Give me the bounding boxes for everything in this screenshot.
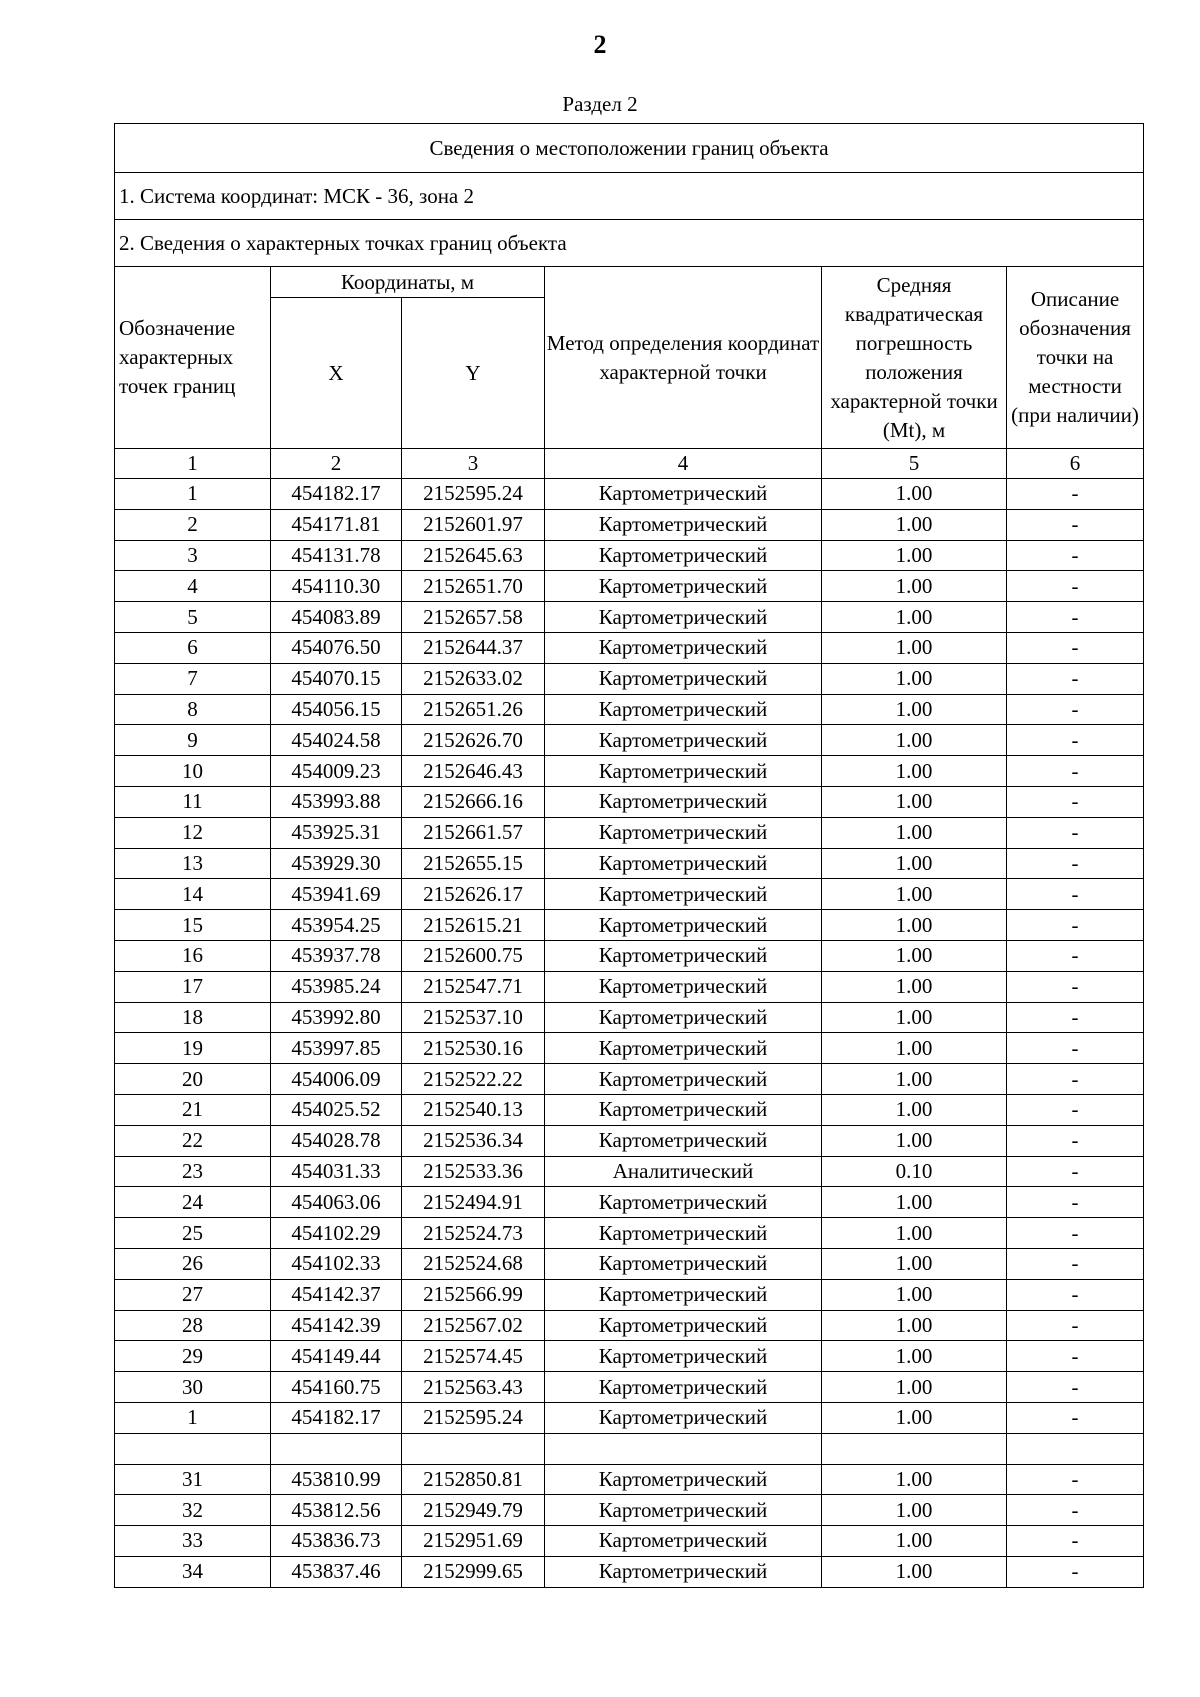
y-coordinate-cell: 2152563.43 (402, 1372, 545, 1403)
x-coordinate-cell: 454028.78 (271, 1125, 402, 1156)
table-row (115, 971, 1144, 1002)
table-row (115, 1187, 1144, 1218)
point-number-cell: 23 (115, 1156, 271, 1187)
table-row (115, 1310, 1144, 1341)
x-coordinate-cell: 454006.09 (271, 1064, 402, 1095)
x-coordinate-cell: 454070.15 (271, 663, 402, 694)
description-cell: - (1007, 602, 1144, 633)
x-coordinate-cell: 454110.30 (271, 571, 402, 602)
method-cell: Картометрический (545, 879, 822, 910)
table-row (115, 1248, 1144, 1279)
y-coordinate-cell: 2152615.21 (402, 910, 545, 941)
header-coordinates: Координаты, м (271, 267, 545, 298)
point-number-cell: 2 (115, 509, 271, 540)
method-cell: Аналитический (545, 1156, 822, 1187)
description-cell: - (1007, 1125, 1144, 1156)
y-coordinate-cell: 2152633.02 (402, 663, 545, 694)
table-row (115, 1064, 1144, 1095)
point-number-cell (115, 1433, 271, 1464)
method-cell: Картометрический (545, 1341, 822, 1372)
y-coordinate-cell: 2152655.15 (402, 848, 545, 879)
table-row (115, 756, 1144, 787)
x-coordinate-cell: 453837.46 (271, 1556, 402, 1587)
column-number: 3 (402, 449, 545, 479)
table-row (115, 879, 1144, 910)
description-cell: - (1007, 1556, 1144, 1587)
description-cell: - (1007, 725, 1144, 756)
header-description: Описание обозначения точки на местности (при наличии) (1007, 267, 1144, 449)
y-coordinate-cell: 2152951.69 (402, 1526, 545, 1557)
method-cell: Картометрический (545, 848, 822, 879)
table-row (115, 1495, 1144, 1526)
accuracy-cell: 1.00 (822, 1279, 1007, 1310)
accuracy-cell: 1.00 (822, 1526, 1007, 1557)
point-number-cell: 29 (115, 1341, 271, 1372)
accuracy-cell: 1.00 (822, 848, 1007, 879)
y-coordinate-cell: 2152566.99 (402, 1279, 545, 1310)
table-row (115, 1433, 1144, 1464)
header-method: Метод определения координат характерной точки (545, 267, 822, 449)
x-coordinate-cell: 454142.39 (271, 1310, 402, 1341)
method-cell: Картометрический (545, 910, 822, 941)
point-number-cell: 15 (115, 910, 271, 941)
point-number-cell: 33 (115, 1526, 271, 1557)
table-row (115, 1556, 1144, 1587)
point-number-cell: 7 (115, 663, 271, 694)
accuracy-cell: 0.10 (822, 1156, 1007, 1187)
table-row (115, 817, 1144, 848)
accuracy-cell: 1.00 (822, 571, 1007, 602)
description-cell: - (1007, 786, 1144, 817)
x-coordinate-cell: 454182.17 (271, 1402, 402, 1433)
coordinate-system: 1. Система координат: МСК - 36, зона 2 (115, 173, 1144, 220)
accuracy-cell: 1.00 (822, 910, 1007, 941)
accuracy-cell: 1.00 (822, 1556, 1007, 1587)
x-coordinate-cell: 454142.37 (271, 1279, 402, 1310)
table-row (115, 1464, 1144, 1495)
table-row (115, 1033, 1144, 1064)
point-number-cell: 22 (115, 1125, 271, 1156)
point-number-cell: 20 (115, 1064, 271, 1095)
description-cell: - (1007, 1464, 1144, 1495)
point-number-cell: 26 (115, 1248, 271, 1279)
method-cell: Картометрический (545, 571, 822, 602)
method-cell: Картометрический (545, 1094, 822, 1125)
y-coordinate-cell: 2152850.81 (402, 1464, 545, 1495)
description-cell: - (1007, 879, 1144, 910)
accuracy-cell: 1.00 (822, 1248, 1007, 1279)
x-coordinate-cell: 453929.30 (271, 848, 402, 879)
x-coordinate-cell: 454102.29 (271, 1218, 402, 1249)
method-cell: Картометрический (545, 1187, 822, 1218)
table-row (115, 1341, 1144, 1372)
description-cell: - (1007, 479, 1144, 510)
method-cell: Картометрический (545, 1218, 822, 1249)
description-cell: - (1007, 910, 1144, 941)
y-coordinate-cell: 2152537.10 (402, 1002, 545, 1033)
y-coordinate-cell: 2152651.70 (402, 571, 545, 602)
point-number-cell: 10 (115, 756, 271, 787)
y-coordinate-cell: 2152533.36 (402, 1156, 545, 1187)
y-coordinate-cell: 2152567.02 (402, 1310, 545, 1341)
method-cell: Картометрический (545, 602, 822, 633)
method-cell: Картометрический (545, 694, 822, 725)
accuracy-cell: 1.00 (822, 1125, 1007, 1156)
method-cell: Картометрический (545, 1526, 822, 1557)
point-number-cell: 34 (115, 1556, 271, 1587)
table-row (115, 1094, 1144, 1125)
point-number-cell: 27 (115, 1279, 271, 1310)
description-cell: - (1007, 1064, 1144, 1095)
x-coordinate-cell: 453992.80 (271, 1002, 402, 1033)
method-cell: Картометрический (545, 1002, 822, 1033)
method-cell: Картометрический (545, 971, 822, 1002)
y-coordinate-cell: 2152524.68 (402, 1248, 545, 1279)
x-coordinate-cell: 454025.52 (271, 1094, 402, 1125)
method-cell: Картометрический (545, 1556, 822, 1587)
description-cell: - (1007, 509, 1144, 540)
method-cell: Картометрический (545, 1464, 822, 1495)
accuracy-cell: 1.00 (822, 940, 1007, 971)
method-cell: Картометрический (545, 1279, 822, 1310)
description-cell: - (1007, 632, 1144, 663)
x-coordinate-cell: 453997.85 (271, 1033, 402, 1064)
boundary-points-table (114, 123, 1144, 1588)
x-coordinate-cell: 454056.15 (271, 694, 402, 725)
point-number-cell: 28 (115, 1310, 271, 1341)
table-row (115, 663, 1144, 694)
y-coordinate-cell: 2152646.43 (402, 756, 545, 787)
point-number-cell: 8 (115, 694, 271, 725)
table-row (115, 1218, 1144, 1249)
y-coordinate-cell: 2152522.22 (402, 1064, 545, 1095)
y-coordinate-cell: 2152644.37 (402, 632, 545, 663)
method-cell (545, 1433, 822, 1464)
table-row (115, 1402, 1144, 1433)
x-coordinate-cell: 454076.50 (271, 632, 402, 663)
table-row (115, 602, 1144, 633)
method-cell: Картометрический (545, 1402, 822, 1433)
y-coordinate-cell: 2152657.58 (402, 602, 545, 633)
description-cell: - (1007, 1310, 1144, 1341)
accuracy-cell: 1.00 (822, 632, 1007, 663)
description-cell: - (1007, 663, 1144, 694)
y-coordinate-cell: 2152651.26 (402, 694, 545, 725)
accuracy-cell: 1.00 (822, 509, 1007, 540)
description-cell: - (1007, 1248, 1144, 1279)
description-cell: - (1007, 1402, 1144, 1433)
table-row (115, 1156, 1144, 1187)
y-coordinate-cell: 2152949.79 (402, 1495, 545, 1526)
description-cell: - (1007, 1495, 1144, 1526)
x-coordinate-cell: 453954.25 (271, 910, 402, 941)
description-cell: - (1007, 848, 1144, 879)
x-coordinate-cell: 454160.75 (271, 1372, 402, 1403)
table-title: Сведения о местоположении границ объекта (115, 124, 1144, 173)
table-row (115, 1279, 1144, 1310)
x-coordinate-cell: 454102.33 (271, 1248, 402, 1279)
method-cell: Картометрический (545, 632, 822, 663)
column-number: 2 (271, 449, 402, 479)
y-coordinate-cell: 2152600.75 (402, 940, 545, 971)
y-coordinate-cell: 2152574.45 (402, 1341, 545, 1372)
table-row (115, 848, 1144, 879)
column-number: 4 (545, 449, 822, 479)
table-row (115, 1002, 1144, 1033)
method-cell: Картометрический (545, 756, 822, 787)
table-row (115, 910, 1144, 941)
point-number-cell: 25 (115, 1218, 271, 1249)
point-number-cell: 32 (115, 1495, 271, 1526)
description-cell: - (1007, 1002, 1144, 1033)
method-cell: Картометрический (545, 1495, 822, 1526)
method-cell: Картометрический (545, 725, 822, 756)
table-row (115, 479, 1144, 510)
point-number-cell: 11 (115, 786, 271, 817)
point-number-cell: 12 (115, 817, 271, 848)
point-number-cell: 13 (115, 848, 271, 879)
method-cell: Картометрический (545, 940, 822, 971)
description-cell: - (1007, 756, 1144, 787)
accuracy-cell: 1.00 (822, 1002, 1007, 1033)
description-cell: - (1007, 817, 1144, 848)
table-row (115, 632, 1144, 663)
x-coordinate-cell: 454149.44 (271, 1341, 402, 1372)
y-coordinate-cell: 2152626.70 (402, 725, 545, 756)
y-coordinate-cell: 2152530.16 (402, 1033, 545, 1064)
y-coordinate-cell: 2152547.71 (402, 971, 545, 1002)
description-cell: - (1007, 1033, 1144, 1064)
point-number-cell: 9 (115, 725, 271, 756)
method-cell: Картометрический (545, 1310, 822, 1341)
y-coordinate-cell: 2152666.16 (402, 786, 545, 817)
point-number-cell: 5 (115, 602, 271, 633)
y-coordinate-cell: 2152999.65 (402, 1556, 545, 1587)
method-cell: Картометрический (545, 1064, 822, 1095)
y-coordinate-cell: 2152536.34 (402, 1125, 545, 1156)
points-heading: 2. Сведения о характерных точках границ объекта (115, 220, 1144, 267)
table-row (115, 1526, 1144, 1557)
description-cell: - (1007, 1156, 1144, 1187)
x-coordinate-cell: 453925.31 (271, 817, 402, 848)
accuracy-cell: 1.00 (822, 540, 1007, 571)
column-number: 1 (115, 449, 271, 479)
point-number-cell: 14 (115, 879, 271, 910)
table-row (115, 940, 1144, 971)
x-coordinate-cell: 454063.06 (271, 1187, 402, 1218)
x-coordinate-cell: 453810.99 (271, 1464, 402, 1495)
y-coordinate-cell (402, 1433, 545, 1464)
description-cell: - (1007, 1094, 1144, 1125)
description-cell: - (1007, 1218, 1144, 1249)
accuracy-cell: 1.00 (822, 1372, 1007, 1403)
table-row (115, 694, 1144, 725)
accuracy-cell: 1.00 (822, 1310, 1007, 1341)
x-coordinate-cell: 453941.69 (271, 879, 402, 910)
point-number-cell: 1 (115, 1402, 271, 1433)
table-row (115, 1125, 1144, 1156)
x-coordinate-cell: 454083.89 (271, 602, 402, 633)
accuracy-cell: 1.00 (822, 663, 1007, 694)
method-cell: Картометрический (545, 479, 822, 510)
x-coordinate-cell: 454031.33 (271, 1156, 402, 1187)
table-row (115, 725, 1144, 756)
description-cell: - (1007, 1341, 1144, 1372)
accuracy-cell: 1.00 (822, 817, 1007, 848)
accuracy-cell (822, 1433, 1007, 1464)
method-cell: Картометрический (545, 817, 822, 848)
accuracy-cell: 1.00 (822, 1033, 1007, 1064)
accuracy-cell: 1.00 (822, 1341, 1007, 1372)
method-cell: Картометрический (545, 1248, 822, 1279)
x-coordinate-cell: 454009.23 (271, 756, 402, 787)
point-number-cell: 16 (115, 940, 271, 971)
point-number-cell: 31 (115, 1464, 271, 1495)
accuracy-cell: 1.00 (822, 694, 1007, 725)
table-row (115, 1372, 1144, 1403)
x-coordinate-cell (271, 1433, 402, 1464)
point-number-cell: 30 (115, 1372, 271, 1403)
x-coordinate-cell: 453812.56 (271, 1495, 402, 1526)
method-cell: Картометрический (545, 1372, 822, 1403)
point-number-cell: 18 (115, 1002, 271, 1033)
header-x: X (271, 298, 402, 449)
point-number-cell: 3 (115, 540, 271, 571)
y-coordinate-cell: 2152524.73 (402, 1218, 545, 1249)
point-number-cell: 24 (115, 1187, 271, 1218)
y-coordinate-cell: 2152626.17 (402, 879, 545, 910)
method-cell: Картометрический (545, 663, 822, 694)
accuracy-cell: 1.00 (822, 1064, 1007, 1095)
column-number-row (115, 449, 1144, 479)
accuracy-cell: 1.00 (822, 971, 1007, 1002)
point-number-cell: 1 (115, 479, 271, 510)
table-row (115, 540, 1144, 571)
description-cell: - (1007, 1279, 1144, 1310)
x-coordinate-cell: 454182.17 (271, 479, 402, 510)
y-coordinate-cell: 2152645.63 (402, 540, 545, 571)
x-coordinate-cell: 453993.88 (271, 786, 402, 817)
page-number: 2 (593, 30, 607, 59)
description-cell: - (1007, 1187, 1144, 1218)
point-number-cell: 19 (115, 1033, 271, 1064)
column-number: 6 (1007, 449, 1144, 479)
header-y: Y (402, 298, 545, 449)
description-cell: - (1007, 940, 1144, 971)
x-coordinate-cell: 454171.81 (271, 509, 402, 540)
x-coordinate-cell: 453985.24 (271, 971, 402, 1002)
column-number: 5 (822, 449, 1007, 479)
point-number-cell: 4 (115, 571, 271, 602)
accuracy-cell: 1.00 (822, 1094, 1007, 1125)
description-cell: - (1007, 1526, 1144, 1557)
accuracy-cell: 1.00 (822, 786, 1007, 817)
description-cell: - (1007, 971, 1144, 1002)
x-coordinate-cell: 453836.73 (271, 1526, 402, 1557)
header-point-designation: Обозначение характерных точек границ (115, 267, 271, 449)
table-row (115, 509, 1144, 540)
accuracy-cell: 1.00 (822, 1495, 1007, 1526)
x-coordinate-cell: 454131.78 (271, 540, 402, 571)
description-cell (1007, 1433, 1144, 1464)
y-coordinate-cell: 2152595.24 (402, 1402, 545, 1433)
accuracy-cell: 1.00 (822, 1402, 1007, 1433)
y-coordinate-cell: 2152540.13 (402, 1094, 545, 1125)
accuracy-cell: 1.00 (822, 1218, 1007, 1249)
x-coordinate-cell: 453937.78 (271, 940, 402, 971)
table-row (115, 571, 1144, 602)
description-cell: - (1007, 540, 1144, 571)
accuracy-cell: 1.00 (822, 1464, 1007, 1495)
description-cell: - (1007, 694, 1144, 725)
accuracy-cell: 1.00 (822, 479, 1007, 510)
method-cell: Картометрический (545, 1033, 822, 1064)
accuracy-cell: 1.00 (822, 879, 1007, 910)
accuracy-cell: 1.00 (822, 725, 1007, 756)
header-accuracy: Средняя квадратическая погрешность положения характерной точки (Mt), м (822, 267, 1007, 449)
x-coordinate-cell: 454024.58 (271, 725, 402, 756)
y-coordinate-cell: 2152661.57 (402, 817, 545, 848)
table-row (115, 786, 1144, 817)
point-number-cell: 6 (115, 632, 271, 663)
description-cell: - (1007, 571, 1144, 602)
point-number-cell: 17 (115, 971, 271, 1002)
method-cell: Картометрический (545, 1125, 822, 1156)
accuracy-cell: 1.00 (822, 756, 1007, 787)
accuracy-cell: 1.00 (822, 602, 1007, 633)
method-cell: Картометрический (545, 786, 822, 817)
method-cell: Картометрический (545, 540, 822, 571)
section-label: Раздел 2 (562, 92, 638, 116)
point-number-cell: 21 (115, 1094, 271, 1125)
description-cell: - (1007, 1372, 1144, 1403)
y-coordinate-cell: 2152595.24 (402, 479, 545, 510)
y-coordinate-cell: 2152601.97 (402, 509, 545, 540)
method-cell: Картометрический (545, 509, 822, 540)
accuracy-cell: 1.00 (822, 1187, 1007, 1218)
y-coordinate-cell: 2152494.91 (402, 1187, 545, 1218)
